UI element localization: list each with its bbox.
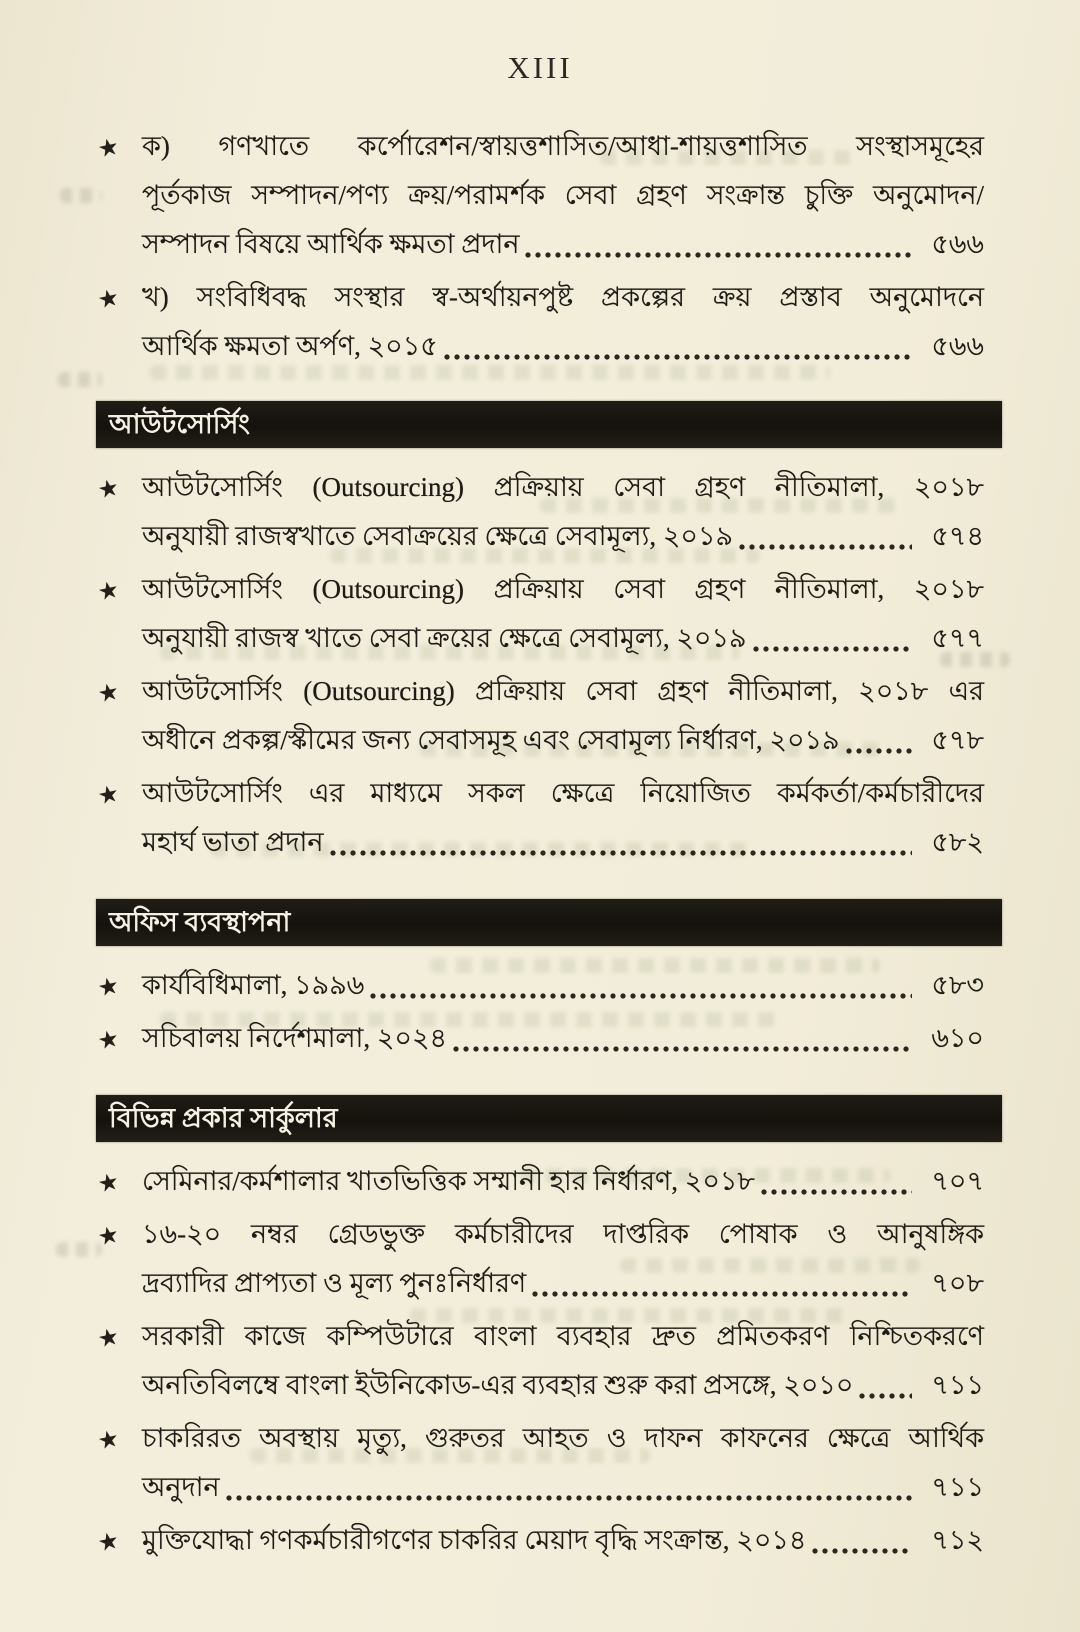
section-header-outsourcing: আউটসোর্সিং [96,401,1002,448]
dot-leader [451,1014,912,1063]
star-bullet-icon: ★ [95,678,122,709]
star-bullet-icon: ★ [95,576,122,607]
page-ref: ৭১১ [931,1370,984,1400]
section-header-office-management: অফিস ব্যবস্থাপনা [96,899,1002,946]
toc-entry-text: আউটসোর্সিং এর মাধ্যমে সকল ক্ষেত্রে নিয়োজিত কর্মকর্তা/কর্মচারীদের [142,778,984,808]
toc-entry-text: চাকরিরত অবস্থায় মৃত্যু, গুরুতর আহত ও দাফন কাফনের ক্ষেত্রে আর্থিক [142,1423,984,1453]
star-bullet-icon: ★ [95,133,122,164]
star-bullet-icon: ★ [95,972,122,1003]
toc-entry [95,1414,984,1512]
dot-leader [224,1463,912,1512]
dot-leader [844,716,912,765]
toc-entry-text: অধীনে প্রকল্প/স্কীমের জন্য সেবাসমূহ এবং সেবামূল্য নির্ধারণ, ২০১৯ [142,725,840,755]
dot-leader [328,818,912,867]
bleed-through-artifact [58,372,102,387]
page-ref: ৫৬৬ [931,229,984,259]
toc-entry-text: সম্পাদন বিষয়ে আর্থিক ক্ষমতা প্রদান [142,229,520,259]
toc-entry [95,122,984,269]
page-number: XIII [507,50,573,85]
dot-leader [523,220,912,269]
toc-entry [95,667,984,765]
toc-entry-text: খ) সংবিধিবদ্ধ সংস্থার স্ব-অর্থায়নপুষ্ট প্রকল্পের ক্রয় প্রস্তাব অনুমোদনে [142,282,984,312]
dot-leader [737,512,912,561]
toc-entry-text: অনতিবিলম্বে বাংলা ইউনিকোড-এর ব্যবহার শুরু করা প্রসঙ্গে, ২০১০ [142,1370,854,1400]
toc-entry-text: আর্থিক ক্ষমতা অর্পণ, ২০১৫ [142,331,438,361]
page-ref: ৫৮২ [931,827,984,857]
page-ref: ৫৬৬ [931,331,984,361]
dot-leader [759,1157,912,1206]
page-ref: ৭১১ [931,1472,984,1502]
toc-entry [95,1157,984,1206]
toc-entry-text: অনুযায়ী রাজস্ব খাতে সেবা ক্রয়ের ক্ষেত্রে সেবামূল্য, ২০১৯ [142,623,747,653]
toc-entry [95,1210,984,1308]
toc-entry-text: আউটসোর্সিং (Outsourcing) প্রক্রিয়ায় সেবা গ্রহণ নীতিমালা, ২০১৮ [142,574,984,604]
toc-entry-text: পূর্তকাজ সম্পাদন/পণ্য ক্রয়/পরামর্শক সেবা গ্রহণ সংক্রান্ত চুক্তি অনুমোদন/ [142,180,984,210]
star-bullet-icon: ★ [95,1168,122,1199]
toc-entry [95,1312,984,1410]
page-ref: ৬১০ [931,1023,984,1053]
dot-leader [857,1361,912,1410]
toc-entry-text: দ্রব্যাদির প্রাপ্যতা ও মূল্য পুনঃনির্ধারণ [142,1268,527,1298]
page-ref: ৭০৮ [931,1268,984,1298]
star-bullet-icon: ★ [95,1221,122,1252]
page-ref: ৭১২ [931,1525,984,1555]
toc-entry-text: ১৬-২০ নম্বর গ্রেডভুক্ত কর্মচারীদের দাপ্তরিক পোষাক ও আনুষঙ্গিক [142,1219,984,1249]
page-ref: ৭০৭ [931,1166,984,1196]
bleed-through-artifact [56,1242,102,1257]
toc-entry [95,769,984,867]
toc-entry [95,1014,984,1063]
table-of-contents [95,122,984,1565]
page-ref: ৫৭৪ [931,521,984,551]
toc-entry-text: আউটসোর্সিং (Outsourcing) প্রক্রিয়ায় সেবা গ্রহণ নীতিমালা, ২০১৮ এর [142,676,984,706]
dot-leader [442,322,912,371]
toc-entry-text: অনুদান [142,1472,220,1502]
star-bullet-icon: ★ [95,780,122,811]
star-bullet-icon: ★ [95,284,122,315]
toc-entry-text: সরকারী কাজে কম্পিউটারে বাংলা ব্যবহার দ্রুত প্রমিতকরণ নিশ্চিতকরণে [142,1321,984,1351]
toc-entry-text: সচিবালয় নির্দেশমালা, ২০২৪ [142,1023,448,1053]
page-ref: ৫৭৭ [931,623,984,653]
dot-leader [751,614,912,663]
toc-entry-text: ক) গণখাতে কর্পোরেশন/স্বায়ত্তশাসিত/আধা-শায়ত্তশাসিত সংস্থাসমূহের [142,131,984,161]
section-header-circulars: বিভিন্ন প্রকার সার্কুলার [96,1095,1002,1142]
dot-leader [368,961,912,1010]
dot-leader [810,1516,912,1565]
toc-entry [95,961,984,1010]
toc-entry-text: মহার্ঘ ভাতা প্রদান [142,827,324,857]
toc-entry-text: অনুযায়ী রাজস্বখাতে সেবাক্রয়ের ক্ষেত্রে সেবামূল্য, ২০১৯ [142,521,734,551]
star-bullet-icon: ★ [95,1527,122,1558]
toc-entry [95,273,984,371]
star-bullet-icon: ★ [95,474,122,505]
page-ref: ৫৮৩ [931,970,984,1000]
star-bullet-icon: ★ [95,1323,122,1354]
toc-entry-text: সেমিনার/কর্মশালার খাতভিত্তিক সম্মানী হার নির্ধারণ, ২০১৮ [142,1166,755,1196]
toc-entry [95,463,984,561]
bleed-through-artifact [60,188,102,203]
page-ref: ৫৭৮ [931,725,984,755]
toc-entry [95,565,984,663]
toc-entry [95,1516,984,1565]
toc-entry-text: মুক্তিযোদ্ধা গণকর্মচারীগণের চাকরির মেয়াদ বৃদ্ধি সংক্রান্ত, ২০১৪ [142,1525,807,1555]
toc-entry-text: আউটসোর্সিং (Outsourcing) প্রক্রিয়ায় সেবা গ্রহণ নীতিমালা, ২০১৮ [142,472,984,502]
toc-entry-text: কার্যবিধিমালা, ১৯৯৬ [142,970,365,1000]
dot-leader [530,1259,912,1308]
star-bullet-icon: ★ [95,1425,122,1456]
star-bullet-icon: ★ [95,1025,122,1056]
